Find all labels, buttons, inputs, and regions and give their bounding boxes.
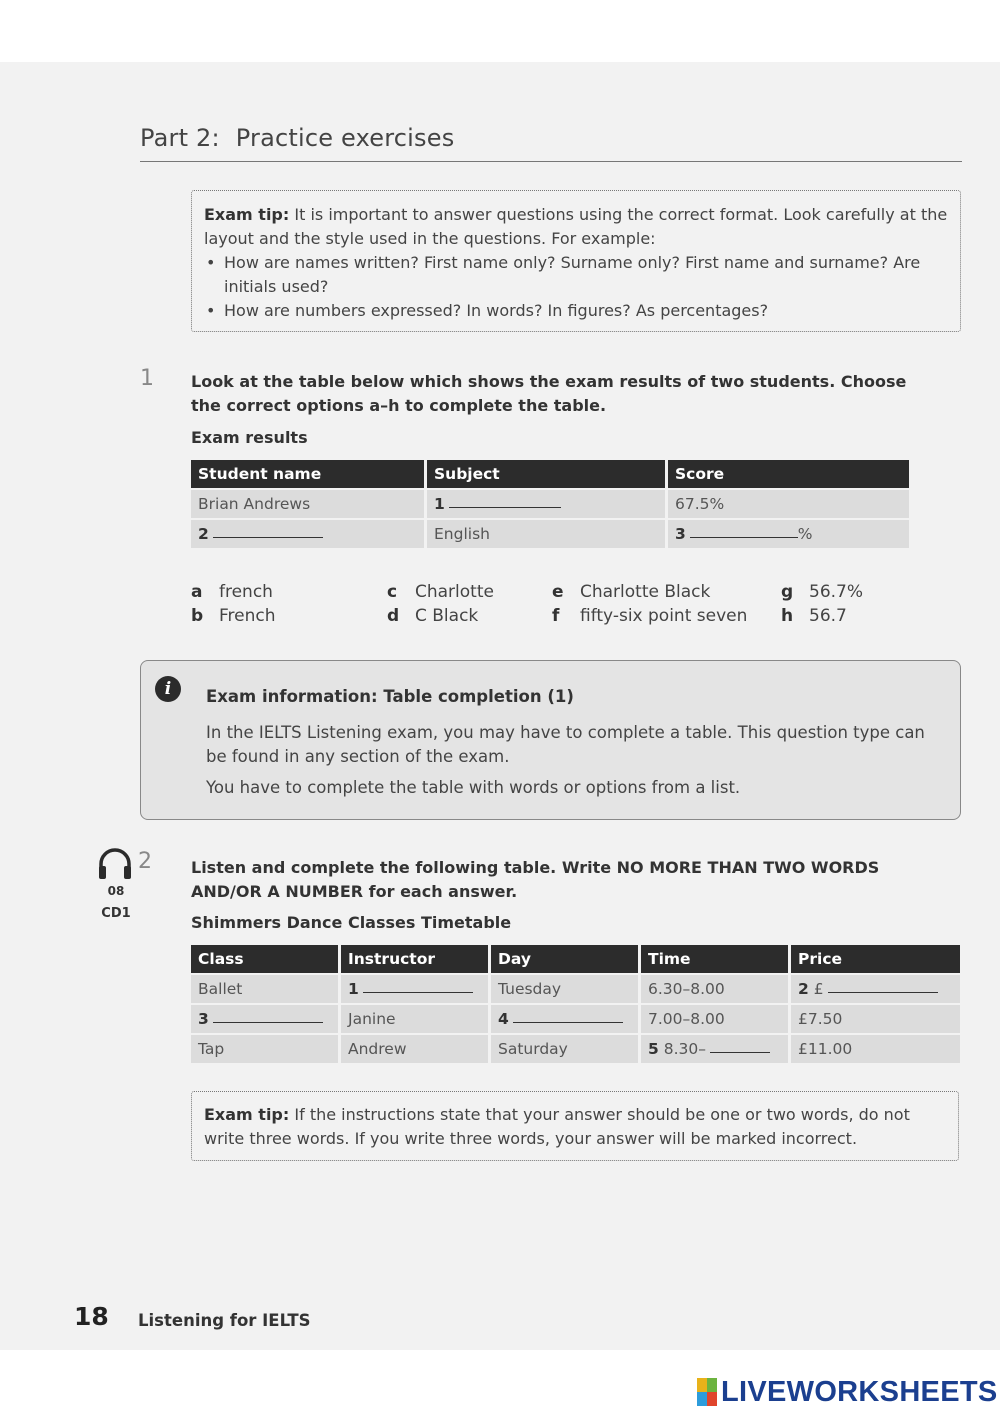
title-divider — [140, 161, 962, 162]
table-cell: 7.00–8.00 — [641, 1005, 788, 1033]
option-text: French — [219, 606, 276, 626]
liveworksheets-logo-icon — [697, 1378, 717, 1406]
option-text: 56.7% — [809, 582, 864, 602]
dance-timetable-table — [188, 943, 963, 1065]
exam-tip-label: Exam tip: — [204, 1105, 290, 1124]
logo-square — [697, 1378, 707, 1392]
table-header-row — [191, 945, 960, 973]
table-cell: 67.5% — [668, 490, 909, 518]
table-cell: £11.00 — [791, 1035, 960, 1063]
table-header-row — [191, 460, 909, 488]
table-cell: 6.30–8.00 — [641, 975, 788, 1003]
exam-tip-box — [191, 190, 961, 332]
part-title-text: Practice exercises — [235, 124, 455, 152]
exam-tip-label: Exam tip: — [204, 205, 290, 224]
option-key: g — [781, 582, 794, 602]
gap-number: 4 — [498, 1010, 509, 1028]
answer-blank[interactable] — [449, 507, 561, 508]
table-row — [191, 975, 960, 1003]
answer-blank[interactable] — [363, 992, 473, 993]
option-key: c — [387, 582, 398, 602]
headphones-icon — [97, 846, 133, 882]
exam-tip-body: It is important to answer questions using the correct format. Look carefully at the layout and the style used in the questions. For example: — [204, 205, 948, 248]
answer-blank[interactable] — [213, 537, 323, 538]
page-title — [140, 124, 454, 152]
table-cell — [341, 975, 488, 1003]
gap-number: 2 — [198, 525, 209, 543]
column-header: Student name — [191, 460, 424, 488]
time-prefix: 8.30– — [663, 1040, 706, 1058]
option-key: h — [781, 606, 794, 626]
gap-number: 3 — [198, 1010, 209, 1028]
option-key: a — [191, 582, 203, 602]
column-header: Instructor — [341, 945, 488, 973]
question-2-instruction: Listen and complete the following table. Write NO MORE THAN TWO WORDS AND/OR A NUMBER for each answer. — [191, 858, 880, 901]
answer-blank[interactable] — [828, 992, 938, 993]
info-paragraph-1: In the IELTS Listening exam, you may have to complete a table. This question type can be found in any section of the exam. — [206, 723, 925, 766]
column-header: Subject — [427, 460, 665, 488]
table-cell: Saturday — [491, 1035, 638, 1063]
table-cell — [791, 975, 960, 1003]
list-item: • How are numbers expressed? In words? In figures? As percentages? — [204, 299, 948, 323]
table-cell — [427, 490, 665, 518]
question-1-instruction: Look at the table below which shows the exam results of two students. Choose the correct options a–h to complete the table. — [191, 372, 907, 415]
question-1-table-title: Exam results — [191, 428, 308, 447]
info-title: Exam information: Table completion (1) — [206, 687, 574, 706]
option-text: french — [219, 582, 273, 602]
table-row — [191, 490, 909, 518]
info-paragraph-2: You have to complete the table with words or options from a list. — [206, 778, 741, 797]
table-row — [191, 1005, 960, 1033]
price-prefix: £ — [813, 980, 824, 998]
table-cell: Andrew — [341, 1035, 488, 1063]
page-number: 18 — [74, 1302, 109, 1331]
table-cell: English — [427, 520, 665, 548]
answer-blank[interactable] — [513, 1022, 623, 1023]
table-cell — [491, 1005, 638, 1033]
info-icon: i — [155, 676, 181, 702]
logo-square — [707, 1378, 717, 1392]
column-header: Time — [641, 945, 788, 973]
option-text: 56.7 — [809, 606, 847, 626]
answer-blank[interactable] — [690, 537, 798, 538]
answer-blank[interactable] — [213, 1022, 323, 1023]
table-cell — [191, 1005, 338, 1033]
audio-cd-label: CD1 — [101, 906, 131, 921]
table-row — [191, 520, 909, 548]
column-header: Class — [191, 945, 338, 973]
option-text: fifty-six point seven — [580, 606, 748, 626]
question-2-number: 2 — [138, 849, 152, 874]
table-row — [191, 1035, 960, 1063]
part-label: Part 2: — [140, 124, 220, 152]
option-f — [552, 606, 747, 626]
option-b — [191, 606, 276, 626]
table-cell: Tuesday — [491, 975, 638, 1003]
option-e — [552, 582, 710, 602]
gap-number: 2 — [798, 980, 809, 998]
table-cell — [668, 520, 909, 548]
exam-tip-text — [204, 203, 948, 251]
table-cell — [191, 520, 424, 548]
table-cell: Janine — [341, 1005, 488, 1033]
column-header: Price — [791, 945, 960, 973]
column-header: Score — [668, 460, 909, 488]
question-1-number: 1 — [140, 366, 154, 391]
liveworksheets-brand[interactable] — [697, 1377, 998, 1407]
column-header: Day — [491, 945, 638, 973]
exam-tip-body: If the instructions state that your answer should be one or two words, do not write three words. If you write three words, your answer will be marked incorrect. — [204, 1105, 910, 1148]
gap-number: 3 — [675, 525, 686, 543]
gap-number: 1 — [434, 495, 445, 513]
logo-square — [697, 1392, 707, 1406]
book-title: Listening for IELTS — [138, 1311, 311, 1330]
option-g — [781, 582, 863, 602]
logo-square — [707, 1392, 717, 1406]
table-cell: £7.50 — [791, 1005, 960, 1033]
table-cell: Ballet — [191, 975, 338, 1003]
option-d — [387, 606, 478, 626]
exam-results-table — [188, 458, 912, 550]
exam-tip-box-2 — [191, 1091, 959, 1161]
option-c — [387, 582, 494, 602]
option-key: b — [191, 606, 204, 626]
option-text: Charlotte — [415, 582, 494, 602]
exam-tip-list — [204, 251, 948, 323]
option-a — [191, 582, 273, 602]
option-text: C Black — [415, 606, 479, 626]
gap-number: 1 — [348, 980, 359, 998]
table-cell: Brian Andrews — [191, 490, 424, 518]
gap-number: 5 — [648, 1040, 659, 1058]
option-key: f — [552, 606, 560, 626]
percent-suffix: % — [797, 525, 813, 543]
option-text: Charlotte Black — [580, 582, 711, 602]
audio-track-number: 08 — [107, 884, 125, 898]
exam-tip-text — [204, 1103, 946, 1151]
list-item: • How are names written? First name only? Surname only? First name and surname? Are initials used? — [204, 251, 948, 299]
option-key: d — [387, 606, 400, 626]
brand-text: LIVEWORKSHEETS — [721, 1375, 998, 1408]
table-cell: Tap — [191, 1035, 338, 1063]
table-cell — [641, 1035, 788, 1063]
question-2-table-title: Shimmers Dance Classes Timetable — [191, 913, 512, 932]
option-key: e — [552, 582, 564, 602]
top-margin — [0, 0, 1000, 62]
answer-blank[interactable] — [710, 1052, 770, 1053]
option-h — [781, 606, 847, 626]
